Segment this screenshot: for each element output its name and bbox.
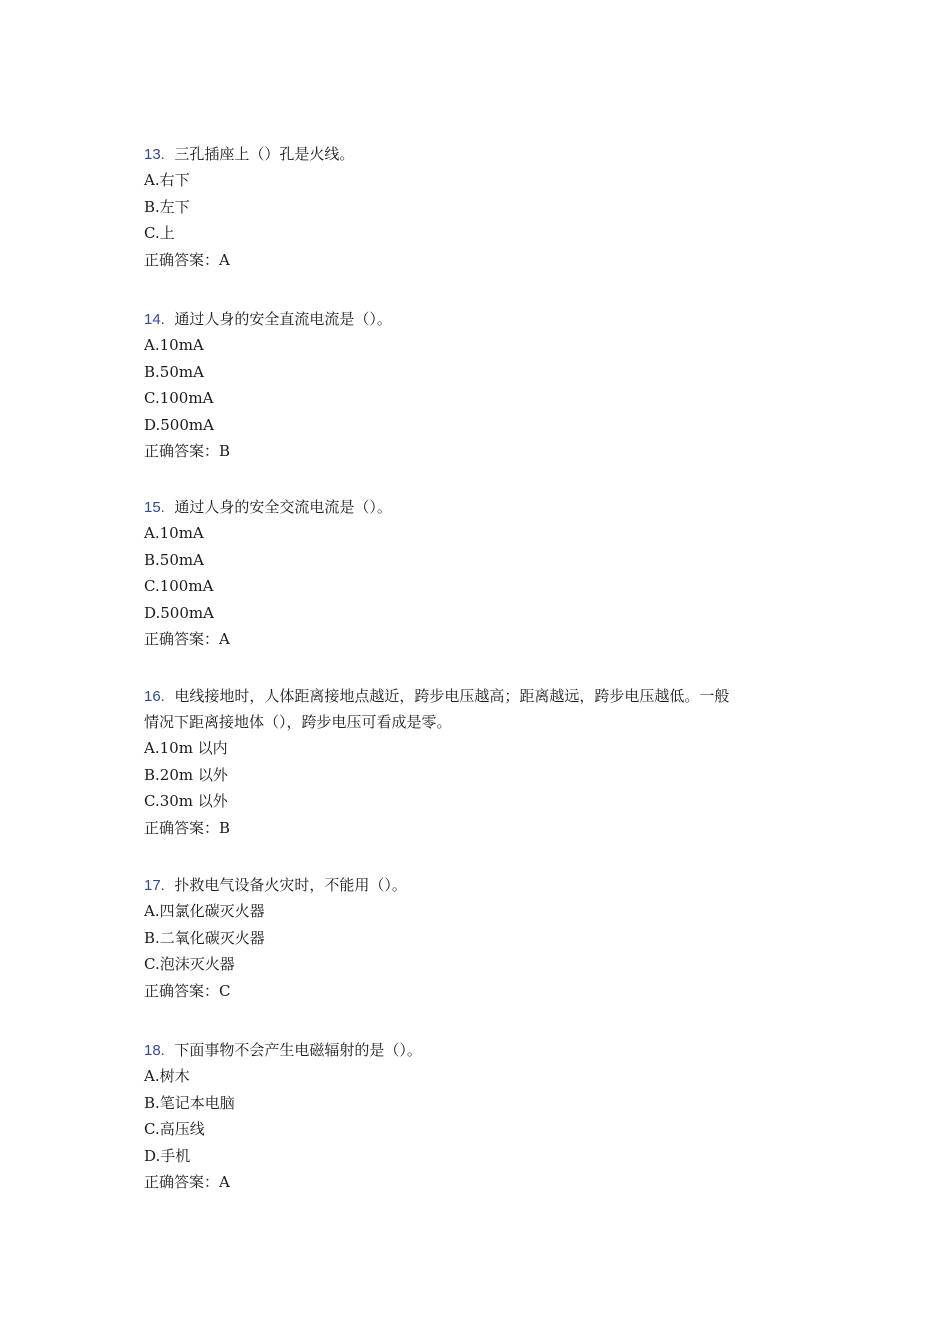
option-b: B.笔记本电脑	[144, 1093, 235, 1112]
answer: 正确答案：C	[144, 981, 231, 1000]
question-stem: 15. 通过人身的安全交流电流是（）。	[144, 498, 392, 516]
option-a: A.右下	[144, 171, 190, 189]
question-number: 13.	[144, 146, 165, 163]
option-d: D.500mA	[144, 415, 214, 434]
question-number: 14.	[144, 311, 165, 328]
question-stem: 13. 三孔插座上（）孔是火线。	[144, 145, 355, 163]
question-stem: 16. 电线接地时，人体距离接地点越近，跨步电压越高；距离越远，跨步电压越低。一般	[144, 687, 730, 705]
question-stem-continued: 情况下距离接地体（），跨步电压可看成是零。	[144, 713, 452, 731]
option-a: A.10m 以内	[144, 739, 228, 757]
question-16	[144, 683, 824, 841]
question-number: 17.	[144, 877, 165, 894]
option-a: A.10mA	[144, 336, 204, 354]
answer: 正确答案：A	[144, 630, 230, 648]
question-15	[144, 494, 824, 653]
option-c: C.100mA	[144, 577, 214, 595]
question-17	[144, 872, 824, 1004]
option-a: A.树木	[144, 1067, 190, 1085]
question-14	[144, 306, 824, 465]
question-13	[144, 141, 824, 273]
option-c: C.泡沫灭火器	[144, 955, 235, 973]
answer: 正确答案：A	[144, 1173, 230, 1191]
option-c: C.上	[144, 224, 175, 242]
answer: 正确答案：A	[144, 250, 230, 269]
option-b: B.50mA	[144, 550, 204, 569]
question-number: 16.	[144, 688, 165, 705]
option-c: C.100mA	[144, 389, 214, 407]
option-b: B.左下	[144, 197, 190, 216]
option-c: C.30m 以外	[144, 792, 228, 810]
question-number: 15.	[144, 499, 165, 516]
answer: 正确答案：B	[144, 818, 231, 837]
question-stem: 18. 下面事物不会产生电磁辐射的是（）。	[144, 1041, 422, 1059]
question-18	[144, 1037, 824, 1196]
option-b: B.50mA	[144, 362, 204, 381]
option-c: C.高压线	[144, 1120, 205, 1138]
answer: 正确答案：B	[144, 442, 231, 460]
option-d: D.手机	[144, 1146, 191, 1165]
option-b: B.二氧化碳灭火器	[144, 928, 265, 947]
option-b: B.20m 以外	[144, 765, 228, 784]
question-number: 18.	[144, 1042, 165, 1059]
option-d: D.500mA	[144, 603, 214, 622]
option-a: A.10mA	[144, 524, 204, 542]
option-a: A.四氯化碳灭火器	[144, 902, 265, 920]
question-stem: 17. 扑救电气设备火灾时，不能用（）。	[144, 876, 407, 894]
question-stem: 14. 通过人身的安全直流电流是（）。	[144, 310, 392, 328]
